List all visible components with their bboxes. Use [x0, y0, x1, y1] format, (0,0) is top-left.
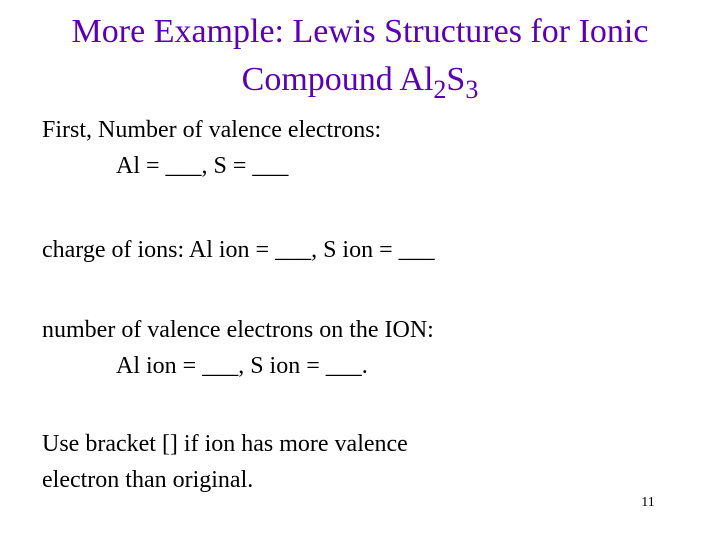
ion-valence-heading: number of valence electrons on the ION:: [42, 317, 434, 343]
title-subscript-s: 3: [465, 75, 479, 104]
slide-number: 11: [641, 495, 655, 510]
ion-charge-line: charge of ions: Al ion = ___, S ion = ___: [42, 237, 435, 263]
title-subscript-al: 2: [433, 75, 447, 104]
bracket-note-line-1: Use bracket [] if ion has more valence: [42, 431, 408, 457]
title-line-2: [0, 56, 720, 104]
ion-charge-block: [42, 232, 435, 268]
slide-title: [0, 8, 720, 104]
bracket-note-block: [42, 426, 408, 498]
title-sulfur: S: [446, 61, 466, 98]
bracket-note-line-2: electron than original.: [42, 467, 254, 493]
title-compound-prefix: Compound Al: [241, 61, 434, 98]
valence-electrons-block: [42, 112, 381, 184]
valence-electrons-blanks: Al = ___, S = ___: [116, 153, 289, 179]
title-line-1: More Example: Lewis Structures for Ionic: [71, 13, 649, 50]
ion-valence-blanks: Al ion = ___, S ion = ___.: [116, 353, 368, 379]
valence-electrons-heading: First, Number of valence electrons:: [42, 117, 382, 143]
ion-valence-block: [42, 312, 434, 384]
